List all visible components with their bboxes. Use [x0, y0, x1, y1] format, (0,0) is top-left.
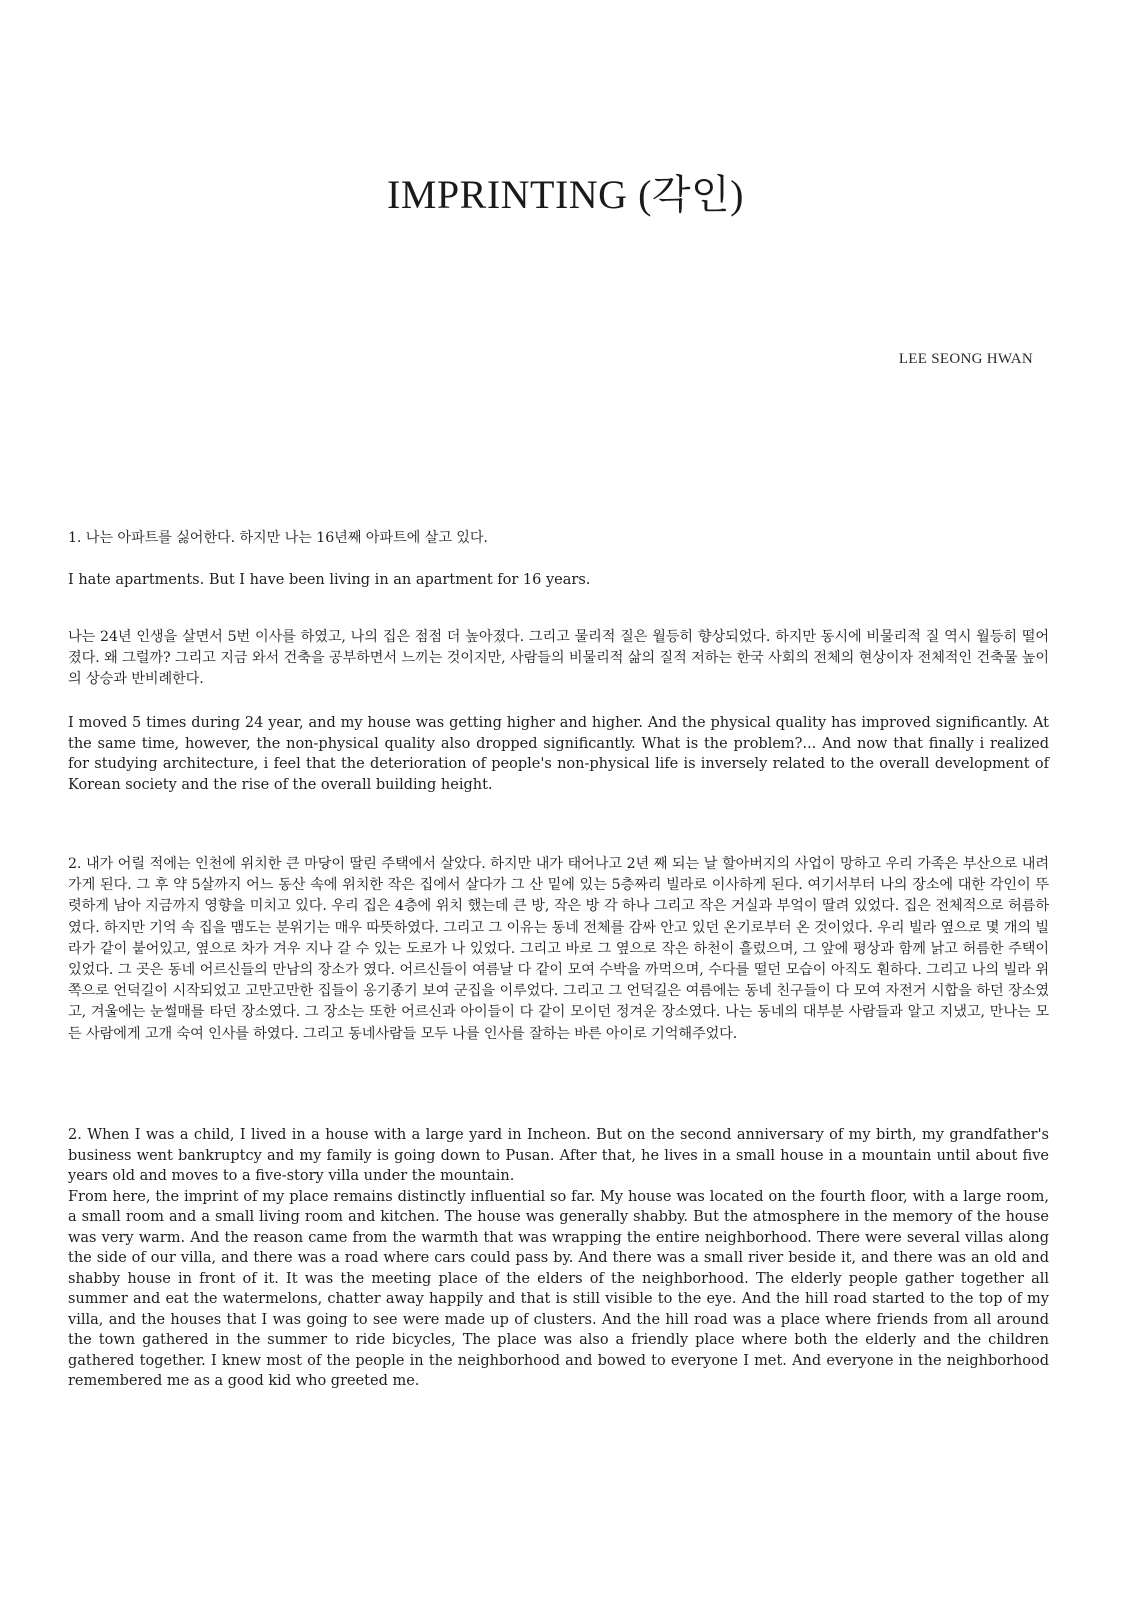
paragraph-childhood-english-line-2: From here, the imprint of my place remains distinctly influential so far. My house was located on the fourth floor, with a large room, a small room and a small living room and kitchen. The house was generally shabby. But the atmosphere in the memory of the house was very warm. And the reason came from the warmth that was wrapping the entire neighborhood. There were several villas along the side of our villa, and there was a road where cars could pass by. And there was a small river beside it, and there was an old and shabby house in front of it. It was the meeting place of the elders of the neighborhood. The elderly people gather together all summer and eat the watermelons, chatter away happily and that is still visible to the eye. And the hill road started to the top of my villa, and the houses that I was going to see were made up of clusters. And the hill road was a place where friends from all around the town gathered in the summer to ride bicycles, The place was also a friendly place where both the elderly and the children gathered together. I knew most of the people in the neighborhood and bowed to everyone I met. And everyone in the neighborhood remembered me as a good kid who greeted me.	[68, 1188, 1049, 1389]
paragraph-childhood-english-line-1: 2. When I was a child, I lived in a house with a large yard in Incheon. But on the second anniversary of my birth, my grandfather's business went bankruptcy and my family is going down to Pusan. After that, he lives in a small house in a mountain until about five years old and moves to a five-story villa under the mountain.	[68, 1127, 1049, 1184]
document-title: IMPRINTING (각인)	[387, 172, 744, 217]
paragraph-childhood-korean: 2. 내가 어릴 적에는 인천에 위치한 큰 마당이 딸린 주택에서 살았다. 하지만 내가 태어나고 2년 째 되는 날 할아버지의 사업이 망하고 우리 가족은 부산으로 내려가게 된다. 그 후 약 5살까지 어느 동산 속에 위치한 작은 집에서 살다가 그 산 밑에 있는 5층짜리 빌라로 이사하게 된다. 여기서부터 나의 장소에 대한 각인이 뚜렷하게 남아 지금까지 영향을 미치고 있다. 우리 집은 4층에 위치 했는데 큰 방, 작은 방 각 하나 그리고 작은 거실과 부엌이 딸려 있었다. 집은 전체적으로 허름하였다. 하지만 기억 속 집을 맴도는 분위기는 매우 따뜻하였다. 그리고 그 이유는 동네 전체를 감싸 안고 있던 온기로부터 온 것이었다. 우리 빌라 옆으로 몇 개의 빌라가 같이 붙어있고, 옆으로 차가 겨우 지나 갈 수 있는 도로가 나 있었다. 그리고 바로 그 옆으로 작은 하천이 흘렀으며, 그 앞에 평상과 함께 낡고 허름한 주택이 있었다. 그 곳은 동네 어르신들의 만남의 장소가 였다. 어르신들이 여름날 다 같이 모여 수박을 까먹으며, 수다를 떨던 모습이 아직도 훤하다. 그리고 나의 빌라 위쪽으로 언덕길이 시작되었고 고만고만한 집들이 옹기종기 보여 군집을 이루었다. 그리고 그 언덕길은 여름에는 동네 친구들이 다 모여 자전거 시합을 하던 장소였고, 겨울에는 눈썰매를 타던 장소였다. 그 장소는 또한 어르신과 아이들이 다 같이 모이던 정겨운 장소였다. 나는 동네의 대부분 사람들과 알고 지냈고, 만나는 모든 사람에게 고개 숙여 인사를 하였다. 그리고 동네사람들 모두 나를 인사를 잘하는 바른 아이로 기억해주었다.	[68, 856, 1049, 1042]
paragraph-childhood-english	[68, 1125, 1049, 1392]
paragraph-moving-english: I moved 5 times during 24 year, and my house was getting higher and higher. And the physical quality has improved significantly. At the same time, however, the non-physical quality also dropped significantly. What is the problem?... And now that finally i realized for studying architecture, i feel that the deterioration of people's non-physical life is inversely related to the overall development of Korean society and the rise of the overall building height.	[68, 715, 1049, 793]
section-1-heading-korean: 1. 나는 아파트를 싫어한다. 하지만 나는 16년째 아파트에 살고 있다.	[68, 530, 488, 546]
section-1-heading-english: I hate apartments. But I have been living in an apartment for 16 years.	[68, 572, 591, 588]
paragraph-moving-korean: 나는 24년 인생을 살면서 5번 이사를 하였고, 나의 집은 점점 더 높아졌다. 그리고 물리적 질은 월등히 향상되었다. 하지만 동시에 비물리적 질 역시 월등히 떨어졌다. 왜 그럴까? 그리고 지금 와서 건축을 공부하면서 느끼는 것이지만, 사람들의 비물리적 삶의 질적 저하는 한국 사회의 전체의 현상이자 전체적인 건축물 높이의 상승과 반비례한다.	[68, 629, 1049, 688]
author-name: LEE SEONG HWAN	[898, 351, 1033, 367]
